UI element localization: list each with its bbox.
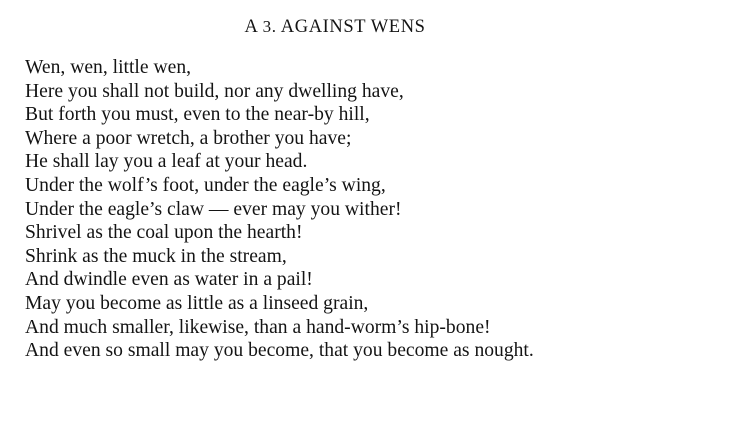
heading-prefix: A [244, 17, 263, 37]
poem-line: And even so small may you become, that you become as nought. [25, 340, 534, 362]
poem-line: And much smaller, likewise, than a hand-worm’s hip-bone! [25, 316, 491, 338]
poem-line: Wen, wen, little wen, [25, 57, 192, 78]
poem-line: But forth you must, even to the near-by hill, [25, 104, 370, 126]
poem-line: May you become as little as a linseed grain, [25, 292, 369, 314]
section-heading [0, 17, 670, 38]
poem-line: And dwindle even as water in a pail! [25, 269, 313, 291]
poem-line: Shrink as the muck in the stream, [25, 245, 287, 267]
poem-line: Under the eagle’s claw — ever may you wither! [25, 198, 402, 220]
poem-line: Here you shall not build, nor any dwelling have, [25, 80, 404, 102]
poem-text [25, 56, 534, 363]
poem-line: He shall lay you a leaf at your head. [25, 151, 308, 173]
heading-title: AGAINST WENS [276, 17, 426, 37]
poem-line: Where a poor wretch, a brother you have; [25, 127, 352, 149]
heading-number: 3. [262, 17, 277, 36]
poem-line: Shrivel as the coal upon the hearth! [25, 222, 303, 244]
poem-line: Under the wolf’s foot, under the eagle’s wing, [25, 174, 386, 196]
